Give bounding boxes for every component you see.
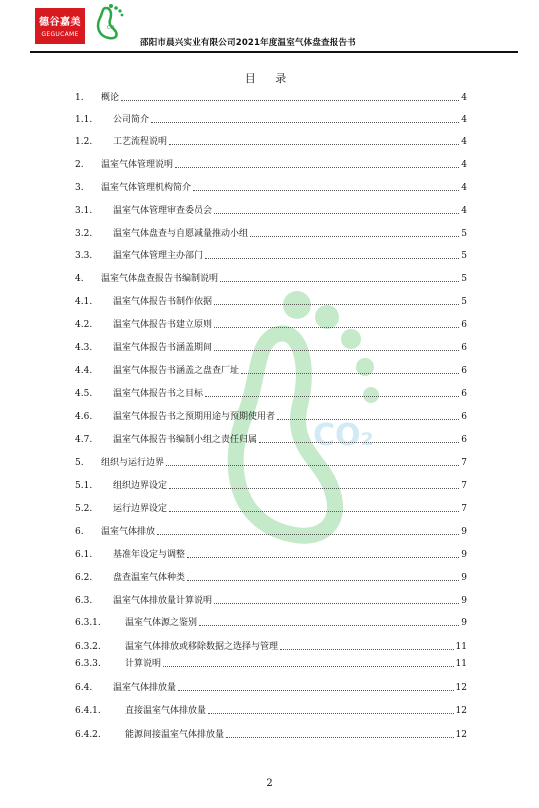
toc-entry[interactable]: [75, 703, 467, 717]
toc-entry-label: 组织边界设定: [113, 481, 168, 491]
company-logo: [35, 8, 85, 44]
toc-entry-page: 5: [461, 251, 467, 261]
toc-entry-number: 6.4.2.: [75, 730, 101, 740]
toc-entry[interactable]: [75, 727, 467, 741]
toc-entry-page: 11: [455, 659, 467, 669]
toc-entry[interactable]: [75, 615, 467, 629]
logo-english-text: GEGUCAME: [41, 31, 79, 38]
toc-entry[interactable]: [75, 294, 467, 308]
toc-entry[interactable]: [75, 112, 467, 126]
toc-leader-dots: [175, 167, 459, 168]
toc-entry-number: 3.3.: [75, 251, 93, 261]
toc-entry-label: 组织与运行边界: [101, 458, 165, 468]
toc-entry-label: 温室气体源之鉴别: [125, 618, 198, 628]
toc-entry-page: 6: [461, 320, 467, 330]
toc-entry-number: 6.: [75, 527, 84, 537]
toc-entry[interactable]: [75, 386, 467, 400]
toc-entry-page: 5: [461, 229, 467, 239]
toc-entry-page: 11: [455, 642, 467, 652]
toc-entry-number: 4.: [75, 274, 84, 284]
toc-leader-dots: [187, 557, 459, 558]
toc-leader-dots: [157, 534, 459, 535]
toc-leader-dots: [277, 419, 459, 420]
toc-entry-page: 5: [461, 297, 467, 307]
toc-leader-dots: [241, 373, 459, 374]
toc-entry[interactable]: [75, 90, 467, 104]
toc-entry-page: 12: [455, 683, 467, 693]
toc-entry-number: 5.1.: [75, 481, 93, 491]
toc-leader-dots: [214, 213, 459, 214]
toc-entry-number: 5.2.: [75, 504, 93, 514]
toc-entry-number: 6.4.1.: [75, 706, 101, 716]
toc-leader-dots: [214, 350, 459, 351]
toc-entry[interactable]: [75, 639, 467, 653]
toc-entry-number: 1.2.: [75, 137, 93, 147]
toc-entry-label: 计算说明: [125, 659, 162, 669]
toc-entry-number: 1.: [75, 93, 84, 103]
toc-entry[interactable]: [75, 547, 467, 561]
toc-entry-number: 4.7.: [75, 435, 93, 445]
toc-entry-number: 6.1.: [75, 550, 93, 560]
toc-leader-dots: [214, 327, 459, 328]
toc-entry-label: 温室气体报告书涵盖之盘查厂址: [113, 366, 240, 376]
toc-leader-dots: [220, 281, 459, 282]
toc-entry-page: 6: [461, 343, 467, 353]
toc-entry[interactable]: [75, 317, 467, 331]
toc-entry[interactable]: [75, 363, 467, 377]
toc-entry-page: 7: [461, 504, 467, 514]
toc-entry-label: 公司简介: [113, 115, 150, 125]
toc-entry-page: 5: [461, 274, 467, 284]
toc-leader-dots: [214, 603, 459, 604]
toc-entry[interactable]: [75, 501, 467, 515]
toc-entry-number: 6.3.: [75, 596, 93, 606]
toc-entry-label: 概论: [101, 93, 120, 103]
toc-entry[interactable]: [75, 157, 467, 171]
toc-entry-label: 盘查温室气体种类: [113, 573, 186, 583]
toc-entry[interactable]: [75, 340, 467, 354]
toc-leader-dots: [250, 236, 459, 237]
toc-entry-label: 基准年设定与调整: [113, 550, 186, 560]
toc-entry-label: 温室气体盘查与自愿减量推动小组: [113, 229, 249, 239]
toc-entry-label: 工艺流程说明: [113, 137, 168, 147]
toc-entry-number: 3.1.: [75, 206, 93, 216]
toc-entry-label: 温室气体管理审查委员会: [113, 206, 213, 216]
toc-entry-page: 4: [461, 183, 467, 193]
toc-entry-label: 温室气体报告书之目标: [113, 389, 204, 399]
toc-entry[interactable]: [75, 593, 467, 607]
toc-entry-label: 温室气体盘查报告书编制说明: [101, 274, 219, 284]
toc-entry-page: 4: [461, 93, 467, 103]
toc-entry[interactable]: [75, 226, 467, 240]
toc-entry-page: 9: [461, 596, 467, 606]
toc-leader-dots: [205, 258, 459, 259]
toc-entry-label: 运行边界设定: [113, 504, 168, 514]
logo-chinese-text: 德谷嘉美: [39, 17, 81, 28]
toc-entry[interactable]: [75, 680, 467, 694]
toc-leader-dots: [214, 304, 459, 305]
toc-entry-label: 直接温室气体排放量: [125, 706, 207, 716]
toc-entry-number: 6.3.2.: [75, 642, 101, 652]
toc-entry-page: 7: [461, 481, 467, 491]
toc-leader-dots: [280, 649, 454, 650]
toc-entry-label: 温室气体排放或移除数据之选择与管理: [125, 642, 279, 652]
toc-entry-page: 9: [461, 618, 467, 628]
toc-entry-number: 3.: [75, 183, 84, 193]
toc-entry-number: 4.6.: [75, 412, 93, 422]
document-header-title: 邵阳市晨兴实业有限公司2021年度温室气体盘查报告书: [140, 38, 356, 48]
toc-leader-dots: [163, 666, 454, 667]
toc-leader-dots: [226, 737, 454, 738]
toc-entry-number: 4.3.: [75, 343, 93, 353]
toc-entry-label: 温室气体排放: [101, 527, 156, 537]
toc-entry-label: 能源间接温室气体排放量: [125, 730, 225, 740]
toc-entry[interactable]: [75, 180, 467, 194]
toc-entry-number: 6.4.: [75, 683, 93, 693]
toc-leader-dots: [205, 396, 459, 397]
toc-leader-dots: [259, 442, 459, 443]
toc-entry-number: 6.3.3.: [75, 659, 101, 669]
toc-entry-page: 12: [455, 730, 467, 740]
toc-title: 目 录: [244, 72, 295, 85]
carbon-footprint-logo-icon: [92, 2, 126, 40]
toc-entry-number: 4.4.: [75, 366, 93, 376]
header-divider: [30, 51, 518, 53]
toc-entry-label: 温室气体报告书制作依据: [113, 297, 213, 307]
toc-entry-number: 4.2.: [75, 320, 93, 330]
toc-leader-dots: [169, 488, 459, 489]
toc-entry[interactable]: [75, 409, 467, 423]
toc-entry[interactable]: [75, 248, 467, 262]
toc-entry-label: 温室气体报告书涵盖期间: [113, 343, 213, 353]
svg-text:CO: CO: [107, 25, 115, 31]
toc-entry-page: 9: [461, 527, 467, 537]
toc-entry-page: 9: [461, 550, 467, 560]
toc-entry-label: 温室气体管理机构简介: [101, 183, 192, 193]
toc-entry-label: 温室气体报告书编制小组之责任归属: [113, 435, 258, 445]
toc-leader-dots: [166, 465, 459, 466]
page-number: 2: [266, 778, 273, 789]
toc-entry-label: 温室气体管理主办部门: [113, 251, 204, 261]
toc-leader-dots: [187, 580, 459, 581]
toc-leader-dots: [208, 713, 454, 714]
toc-entry-page: 4: [461, 160, 467, 170]
toc-entry-label: 温室气体排放量: [113, 683, 177, 693]
toc-entry-number: 4.1.: [75, 297, 93, 307]
toc-entry-label: 温室气体排放量计算说明: [113, 596, 213, 606]
toc-entry[interactable]: [75, 134, 467, 148]
toc-entry-label: 温室气体报告书建立原则: [113, 320, 213, 330]
toc-entry-page: 7: [461, 458, 467, 468]
toc-entry-page: 6: [461, 366, 467, 376]
toc-entry-page: 9: [461, 573, 467, 583]
toc-entry[interactable]: [75, 271, 467, 285]
toc-leader-dots: [151, 122, 459, 123]
toc-leader-dots: [169, 144, 459, 145]
toc-entry-page: 6: [461, 412, 467, 422]
toc-leader-dots: [178, 690, 454, 691]
toc-entry[interactable]: [75, 524, 467, 538]
toc-entry[interactable]: [75, 570, 467, 584]
toc-entry-number: 2.: [75, 160, 84, 170]
toc-entry-number: 4.5.: [75, 389, 93, 399]
toc-entry-page: 4: [461, 115, 467, 125]
toc-entry[interactable]: [75, 478, 467, 492]
toc-entry-number: 6.3.1.: [75, 618, 101, 628]
toc-entry-page: 4: [461, 137, 467, 147]
toc-leader-dots: [193, 190, 459, 191]
toc-entry-number: 6.2.: [75, 573, 93, 583]
toc-entry-number: 5.: [75, 458, 84, 468]
toc-entry-label: 温室气体报告书之预期用途与预期使用者: [113, 412, 276, 422]
toc-leader-dots: [169, 511, 459, 512]
toc-entry-label: 温室气体管理说明: [101, 160, 174, 170]
toc-entry-number: 1.1.: [75, 115, 93, 125]
toc-entry[interactable]: [75, 455, 467, 469]
toc-entry[interactable]: [75, 656, 467, 670]
toc-entry-page: 6: [461, 435, 467, 445]
toc-entry-page: 6: [461, 389, 467, 399]
watermark-co2-text: CO₂: [313, 418, 374, 453]
toc-entry-number: 3.2.: [75, 229, 93, 239]
toc-leader-dots: [199, 625, 459, 626]
toc-leader-dots: [121, 100, 459, 101]
toc-entry-page: 12: [455, 706, 467, 716]
toc-entry-page: 4: [461, 206, 467, 216]
toc-entry[interactable]: [75, 432, 467, 446]
toc-entry[interactable]: [75, 203, 467, 217]
